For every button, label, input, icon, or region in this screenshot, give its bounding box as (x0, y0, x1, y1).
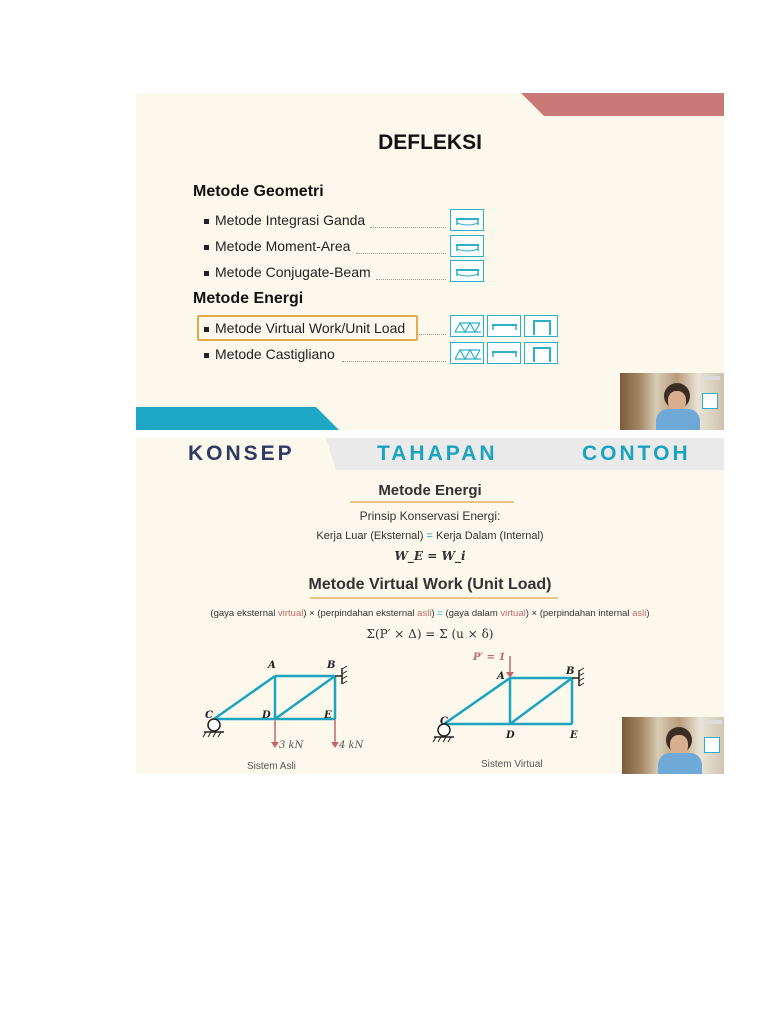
node-label-e: E (570, 730, 578, 741)
slide-title: DEFLEKSI (378, 131, 482, 154)
truss-diagram-real (196, 658, 376, 774)
accent-triangle-top (521, 93, 724, 116)
node-label-d: D (262, 710, 271, 721)
principle-text: Prinsip Konservasi Energi: (359, 509, 501, 523)
list-item: Metode Conjugate-Beam (204, 264, 371, 280)
logo-icon (702, 393, 718, 409)
list-item: Metode Integrasi Ganda (204, 212, 365, 228)
node-label-c: C (205, 710, 213, 721)
node-label-c: C (440, 716, 448, 727)
caption-sistem-virtual: Sistem Virtual (481, 759, 543, 770)
beam-icon (450, 209, 484, 231)
formula-symbolic: Σ(P′ × Δ) = Σ (u × δ) (366, 627, 494, 641)
tab-contoh[interactable]: CONTOH (582, 442, 691, 465)
heading-metode-energi: Metode Energi (378, 482, 482, 499)
node-label-b: B (327, 660, 336, 671)
equation-words: Kerja Luar (Eksternal) = Kerja Dalam (Internal) (316, 530, 544, 542)
beam-icon (450, 235, 484, 257)
node-label-b: B (566, 666, 575, 677)
node-label-a: A (268, 660, 276, 671)
node-label-a: A (497, 671, 505, 682)
node-label-e: E (324, 710, 332, 721)
list-item-highlighted: Metode Virtual Work/Unit Load (204, 320, 405, 336)
truss-icon (450, 315, 484, 337)
node-label-d: D (506, 730, 515, 741)
list-item: Metode Moment-Area (204, 238, 350, 254)
truss-diagram-virtual (426, 652, 606, 772)
accent-triangle-bottom (136, 407, 339, 430)
frame-icon (524, 315, 558, 337)
list-item: Metode Castigliano (204, 346, 335, 362)
logo-icon (704, 737, 720, 753)
virtual-load-label: P′ = 1 (473, 652, 506, 663)
beam-icon (487, 342, 521, 364)
slide-metode-energi (136, 438, 724, 774)
frame-icon (524, 342, 558, 364)
load-label-4kn: 4 kN (339, 740, 364, 751)
beam-icon (450, 260, 484, 282)
formula-text: (gaya eksternal virtual) × (perpindahan eksternal asli) = (gaya dalam virtual) × (perpindahan internal asli) (210, 608, 650, 619)
slide-defleksi (136, 93, 724, 430)
heading-virtual-work: Metode Virtual Work (Unit Load) (308, 576, 552, 593)
heading-metode-geometri: Metode Geometri (193, 183, 324, 200)
caption-sistem-asli: Sistem Asli (247, 761, 296, 772)
heading-metode-energi: Metode Energi (193, 290, 304, 307)
webcam-overlay (622, 717, 724, 774)
webcam-overlay (620, 373, 724, 430)
beam-icon (487, 315, 521, 337)
load-label-3kn: 3 kN (279, 740, 304, 751)
equation-symbolic: W_E = W_i (394, 549, 466, 563)
truss-icon (450, 342, 484, 364)
tab-tahapan[interactable]: TAHAPAN (377, 442, 498, 465)
tab-konsep[interactable]: KONSEP (188, 442, 295, 465)
